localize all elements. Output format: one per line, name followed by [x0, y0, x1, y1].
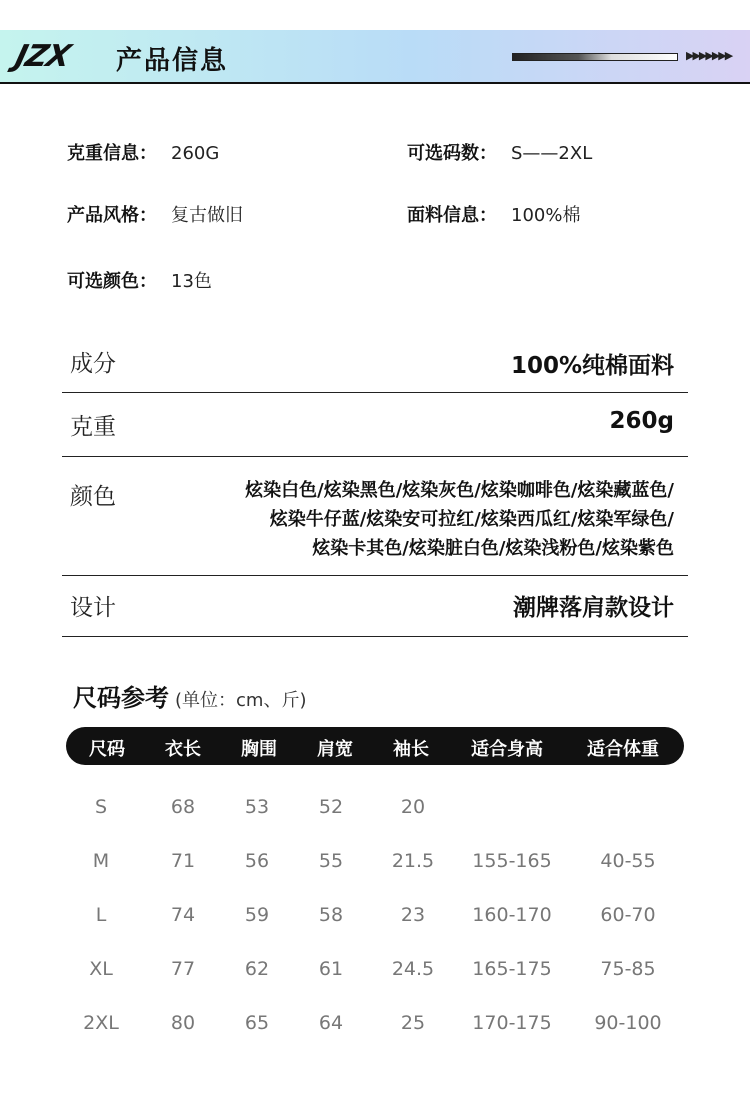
size-cell: 60-70	[600, 904, 656, 926]
info-style-value: 复古做旧	[171, 205, 243, 226]
spec-key: 设计	[70, 595, 116, 621]
spec-row-design	[62, 576, 688, 637]
size-cell: 2XL	[83, 1012, 119, 1034]
spec-value: 260g	[609, 408, 674, 434]
size-cell: M	[92, 850, 110, 872]
info-sizes-value: S——2XL	[511, 143, 593, 164]
size-cell: 77	[170, 958, 196, 980]
info-style-label: 产品风格：	[67, 205, 157, 226]
size-header-cell: 尺码	[89, 739, 125, 760]
spec-row-weight	[62, 393, 688, 457]
size-cell: 20	[400, 796, 426, 818]
size-cell: 23	[400, 904, 426, 926]
size-cell: 160-170	[472, 904, 552, 926]
info-weight-value: 260G	[171, 143, 220, 164]
size-chart-title	[73, 678, 306, 713]
size-cell: 68	[170, 796, 196, 818]
size-header-cell: 衣长	[165, 739, 201, 760]
spec-key: 成分	[70, 351, 116, 377]
size-cell: 90-100	[594, 1012, 662, 1034]
size-cell: XL	[89, 958, 113, 980]
size-cell: 55	[318, 850, 344, 872]
decorative-progress-bar	[512, 53, 678, 61]
info-weight-label: 克重信息：	[67, 143, 157, 164]
size-cell: 65	[244, 1012, 270, 1034]
spec-table	[62, 325, 688, 637]
size-header-cell: 适合身高	[471, 739, 543, 760]
size-cell: 155-165	[472, 850, 552, 872]
info-colors	[67, 267, 212, 293]
info-sizes-label: 可选码数：	[407, 143, 497, 164]
color-line: 炫染卡其色/炫染脏白色/炫染浅粉色/炫染紫色	[312, 538, 674, 559]
info-sizes	[407, 139, 592, 165]
spec-row-color	[62, 457, 688, 576]
color-line: 炫染牛仔蓝/炫染安可拉红/炫染西瓜红/炫染军绿色/	[269, 509, 674, 530]
size-cell: 56	[244, 850, 270, 872]
size-cell: 62	[244, 958, 270, 980]
size-header-cell: 袖长	[393, 739, 429, 760]
size-chart-heading: 尺码参考	[73, 684, 169, 712]
size-cell: 21.5	[391, 850, 435, 872]
spec-row-composition	[62, 325, 688, 393]
spec-value: 潮牌落肩款设计	[513, 595, 674, 621]
size-cell: 52	[318, 796, 344, 818]
brand-logo: JZX	[11, 39, 74, 74]
info-weight	[67, 139, 219, 165]
size-cell: 25	[400, 1012, 426, 1034]
size-header-cell: 适合体重	[587, 739, 659, 760]
info-style	[67, 201, 243, 227]
info-colors-value: 13色	[171, 271, 212, 292]
info-colors-label: 可选颜色：	[67, 271, 157, 292]
size-cell: 74	[170, 904, 196, 926]
size-table-header	[66, 727, 684, 765]
info-fabric-label: 面料信息：	[407, 205, 497, 226]
size-cell: 40-55	[600, 850, 656, 872]
size-cell: 53	[244, 796, 270, 818]
size-cell: 64	[318, 1012, 344, 1034]
color-line: 炫染白色/炫染黑色/炫染灰色/炫染咖啡色/炫染藏蓝色/	[245, 480, 674, 501]
size-cell: L	[95, 904, 107, 926]
info-fabric	[407, 201, 580, 227]
header-banner	[0, 30, 750, 84]
size-header-cell: 肩宽	[317, 739, 353, 760]
size-chart-unit: (单位：cm、斤)	[175, 690, 307, 711]
size-cell: 71	[170, 850, 196, 872]
size-cell: S	[94, 796, 108, 818]
size-cell: 170-175	[472, 1012, 552, 1034]
size-cell: 75-85	[600, 958, 656, 980]
spec-color-list	[245, 476, 674, 563]
size-cell: 24.5	[391, 958, 435, 980]
size-header-cell: 胸围	[241, 739, 277, 760]
size-cell: 80	[170, 1012, 196, 1034]
size-cell: 59	[244, 904, 270, 926]
page-title: 产品信息	[116, 46, 229, 76]
spec-key: 克重	[70, 414, 116, 440]
info-fabric-value: 100%棉	[511, 205, 581, 226]
spec-key: 颜色	[70, 484, 116, 510]
chevrons-right-icon: ▶▶▶▶▶▶▶	[686, 49, 732, 62]
size-cell: 61	[318, 958, 344, 980]
size-cell: 165-175	[472, 958, 552, 980]
spec-value: 100%纯棉面料	[510, 353, 674, 379]
size-cell: 58	[318, 904, 344, 926]
